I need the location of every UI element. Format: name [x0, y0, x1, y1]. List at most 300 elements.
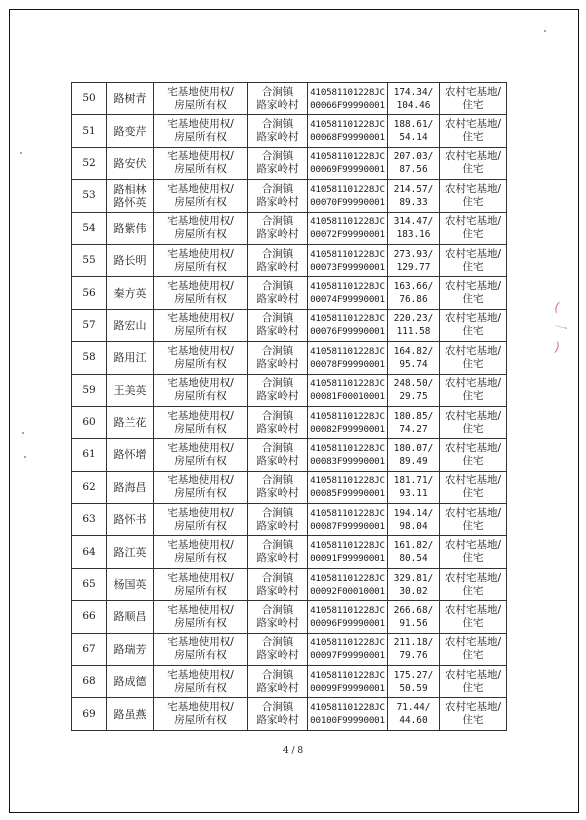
usage-line: 农村宅基地/ — [444, 85, 502, 98]
location-line: 路家岭村 — [256, 487, 299, 500]
owner-name-line: 路海昌 — [113, 480, 147, 494]
row-number-line: 59 — [82, 383, 96, 396]
right-type-line: 房屋所有权 — [174, 195, 227, 208]
row-number-cell — [72, 342, 107, 374]
owner-name-cell — [107, 698, 154, 730]
location-line: 路家岭村 — [256, 163, 299, 176]
unit-code-line: 410581101228JC — [310, 248, 385, 260]
owner-name-cell — [107, 309, 154, 341]
unit-code-line: 410581101228JC — [310, 637, 385, 649]
location-line: 合涧镇 — [261, 409, 294, 422]
unit-code-line: 410581101228JC — [310, 345, 385, 357]
area-line: 248.50/ — [393, 378, 434, 390]
right-type-line: 房屋所有权 — [174, 390, 227, 403]
usage-cell — [440, 374, 507, 406]
usage-line: 住宅 — [462, 649, 484, 662]
unit-code-line: 00074F99990001 — [310, 294, 385, 306]
unit-code-line: 410581101228JC — [310, 669, 385, 681]
unit-code-cell — [308, 471, 388, 503]
usage-line: 住宅 — [462, 195, 484, 208]
area-line: 207.03/ — [393, 151, 434, 163]
right-type-line: 房屋所有权 — [174, 616, 227, 629]
usage-line: 住宅 — [462, 293, 484, 306]
owner-name-line: 路兰花 — [113, 416, 147, 430]
area-line: 89.33 — [399, 196, 428, 208]
unit-code-cell — [308, 277, 388, 309]
area-line: 98.04 — [399, 520, 428, 532]
right-type-line: 宅基地使用权/ — [167, 603, 234, 616]
location-cell — [248, 568, 308, 600]
unit-code-cell — [308, 147, 388, 179]
scan-speck — [544, 30, 546, 32]
unit-code-line: 410581101228JC — [310, 378, 385, 390]
location-line: 路家岭村 — [256, 357, 299, 370]
row-number-cell — [72, 439, 107, 471]
location-cell — [248, 406, 308, 438]
right-type-cell — [154, 536, 248, 568]
right-type-cell — [154, 406, 248, 438]
red-stamp-mark: ( 一 ) — [552, 299, 569, 356]
area-cell — [388, 180, 440, 212]
location-line: 合涧镇 — [261, 571, 294, 584]
area-line: 30.02 — [399, 585, 428, 597]
owner-name-line: 路紫伟 — [113, 221, 147, 235]
area-line: 220.23/ — [393, 313, 434, 325]
owner-name-cell — [107, 471, 154, 503]
right-type-cell — [154, 601, 248, 633]
area-line: 71.44/ — [396, 702, 431, 714]
usage-line: 住宅 — [462, 519, 484, 532]
owner-name-line: 路树青 — [113, 92, 147, 106]
unit-code-cell — [308, 406, 388, 438]
unit-code-cell — [308, 439, 388, 471]
usage-line: 住宅 — [462, 325, 484, 338]
area-line: 183.16 — [396, 229, 431, 241]
unit-code-cell — [308, 568, 388, 600]
table-row — [72, 666, 507, 698]
owner-name-line: 路成德 — [113, 675, 147, 689]
owner-name-line: 路宏山 — [113, 318, 147, 332]
owner-name-line: 路瑞芳 — [113, 642, 147, 656]
usage-line: 住宅 — [462, 131, 484, 144]
right-type-line: 房屋所有权 — [174, 260, 227, 273]
unit-code-line: 00087F99990001 — [310, 520, 385, 532]
location-line: 合涧镇 — [261, 474, 294, 487]
right-type-cell — [154, 309, 248, 341]
usage-line: 住宅 — [462, 454, 484, 467]
area-line: 211.18/ — [393, 637, 434, 649]
unit-code-cell — [308, 504, 388, 536]
unit-code-line: 00092F00010001 — [310, 585, 385, 597]
usage-cell — [440, 244, 507, 276]
owner-name-line: 路怀书 — [113, 513, 147, 527]
row-number-line: 60 — [82, 416, 96, 429]
owner-name-line: 路安伏 — [113, 156, 147, 170]
unit-code-line: 410581101228JC — [310, 86, 385, 98]
usage-cell — [440, 439, 507, 471]
row-number-cell — [72, 601, 107, 633]
scan-speck — [20, 152, 22, 154]
row-number-line: 67 — [82, 642, 96, 655]
location-cell — [248, 536, 308, 568]
usage-line: 住宅 — [462, 163, 484, 176]
row-number-cell — [72, 633, 107, 665]
unit-code-line: 00072F99990001 — [310, 229, 385, 241]
right-type-cell — [154, 244, 248, 276]
area-cell — [388, 374, 440, 406]
row-number-cell — [72, 406, 107, 438]
owner-name-line: 路虽燕 — [113, 707, 147, 721]
area-line: 44.60 — [399, 715, 428, 727]
unit-code-cell — [308, 212, 388, 244]
owner-name-cell — [107, 180, 154, 212]
usage-cell — [440, 83, 507, 115]
area-line: 174.34/ — [393, 86, 434, 98]
area-line: 161.82/ — [393, 540, 434, 552]
location-cell — [248, 439, 308, 471]
right-type-line: 宅基地使用权/ — [167, 182, 234, 195]
usage-line: 住宅 — [462, 422, 484, 435]
scan-speck — [24, 456, 26, 458]
unit-code-cell — [308, 180, 388, 212]
area-line: 93.11 — [399, 488, 428, 500]
row-number-line: 57 — [82, 318, 96, 331]
area-cell — [388, 309, 440, 341]
usage-cell — [440, 212, 507, 244]
location-line: 合涧镇 — [261, 182, 294, 195]
area-cell — [388, 471, 440, 503]
right-type-line: 房屋所有权 — [174, 163, 227, 176]
usage-cell — [440, 115, 507, 147]
row-number-cell — [72, 180, 107, 212]
location-line: 合涧镇 — [261, 668, 294, 681]
right-type-line: 宅基地使用权/ — [167, 118, 234, 131]
row-number-cell — [72, 83, 107, 115]
right-type-line: 宅基地使用权/ — [167, 474, 234, 487]
table-row — [72, 180, 507, 212]
unit-code-line: 00081F00010001 — [310, 391, 385, 403]
row-number-cell — [72, 374, 107, 406]
location-cell — [248, 115, 308, 147]
owner-name-cell — [107, 374, 154, 406]
area-line: 79.76 — [399, 650, 428, 662]
usage-cell — [440, 471, 507, 503]
area-line: 80.54 — [399, 553, 428, 565]
unit-code-line: 00073F99990001 — [310, 261, 385, 273]
unit-code-line: 410581101228JC — [310, 183, 385, 195]
usage-line: 农村宅基地/ — [444, 312, 502, 325]
owner-name-cell — [107, 115, 154, 147]
owner-name-line: 路长明 — [113, 254, 147, 268]
table-row — [72, 83, 507, 115]
location-line: 路家岭村 — [256, 325, 299, 338]
area-cell — [388, 439, 440, 471]
right-type-line: 宅基地使用权/ — [167, 85, 234, 98]
area-line: 54.14 — [399, 132, 428, 144]
area-cell — [388, 212, 440, 244]
usage-line: 农村宅基地/ — [444, 571, 502, 584]
registration-table — [71, 82, 507, 731]
right-type-line: 宅基地使用权/ — [167, 701, 234, 714]
unit-code-line: 00091F99990001 — [310, 553, 385, 565]
table-row — [72, 277, 507, 309]
usage-line: 农村宅基地/ — [444, 636, 502, 649]
unit-code-cell — [308, 83, 388, 115]
right-type-line: 宅基地使用权/ — [167, 636, 234, 649]
usage-cell — [440, 698, 507, 730]
row-number-line: 63 — [82, 513, 96, 526]
right-type-line: 房屋所有权 — [174, 293, 227, 306]
table-row — [72, 633, 507, 665]
right-type-line: 宅基地使用权/ — [167, 215, 234, 228]
right-type-line: 房屋所有权 — [174, 454, 227, 467]
area-line: 163.66/ — [393, 281, 434, 293]
right-type-line: 宅基地使用权/ — [167, 377, 234, 390]
location-line: 路家岭村 — [256, 98, 299, 111]
right-type-cell — [154, 277, 248, 309]
owner-name-cell — [107, 601, 154, 633]
unit-code-cell — [308, 536, 388, 568]
unit-code-line: 410581101228JC — [310, 572, 385, 584]
area-line: 181.71/ — [393, 475, 434, 487]
right-type-cell — [154, 698, 248, 730]
unit-code-cell — [308, 115, 388, 147]
area-cell — [388, 83, 440, 115]
area-line: 29.75 — [399, 391, 428, 403]
location-cell — [248, 342, 308, 374]
area-line: 50.59 — [399, 682, 428, 694]
area-cell — [388, 666, 440, 698]
table-row — [72, 504, 507, 536]
table-row — [72, 439, 507, 471]
location-line: 路家岭村 — [256, 454, 299, 467]
unit-code-line: 410581101228JC — [310, 442, 385, 454]
area-line: 175.27/ — [393, 669, 434, 681]
unit-code-line: 410581101228JC — [310, 540, 385, 552]
unit-code-line: 00066F99990001 — [310, 99, 385, 111]
unit-code-line: 410581101228JC — [310, 702, 385, 714]
owner-name-line: 路怀增 — [113, 448, 147, 462]
location-line: 路家岭村 — [256, 228, 299, 241]
right-type-cell — [154, 83, 248, 115]
right-type-line: 房屋所有权 — [174, 552, 227, 565]
location-line: 合涧镇 — [261, 215, 294, 228]
right-type-line: 房屋所有权 — [174, 487, 227, 500]
location-line: 合涧镇 — [261, 85, 294, 98]
unit-code-line: 00082F99990001 — [310, 423, 385, 435]
right-type-cell — [154, 115, 248, 147]
area-cell — [388, 115, 440, 147]
row-number-line: 64 — [82, 545, 96, 558]
row-number-line: 50 — [82, 92, 96, 105]
location-cell — [248, 504, 308, 536]
owner-name-line: 路江英 — [113, 545, 147, 559]
row-number-cell — [72, 536, 107, 568]
usage-line: 农村宅基地/ — [444, 701, 502, 714]
right-type-line: 宅基地使用权/ — [167, 539, 234, 552]
area-cell — [388, 277, 440, 309]
unit-code-cell — [308, 309, 388, 341]
area-line: 214.57/ — [393, 183, 434, 195]
owner-name-cell — [107, 536, 154, 568]
unit-code-line: 00068F99990001 — [310, 132, 385, 144]
right-type-line: 房屋所有权 — [174, 584, 227, 597]
area-line: 194.14/ — [393, 507, 434, 519]
unit-code-line: 410581101228JC — [310, 119, 385, 131]
usage-line: 农村宅基地/ — [444, 539, 502, 552]
usage-line: 农村宅基地/ — [444, 118, 502, 131]
location-cell — [248, 244, 308, 276]
right-type-cell — [154, 439, 248, 471]
page-number: 4 / 8 — [282, 746, 304, 756]
location-cell — [248, 666, 308, 698]
unit-code-line: 410581101228JC — [310, 507, 385, 519]
unit-code-line: 00096F99990001 — [310, 617, 385, 629]
row-number-cell — [72, 147, 107, 179]
location-cell — [248, 83, 308, 115]
owner-name-line: 路变芹 — [113, 124, 147, 138]
right-type-line: 宅基地使用权/ — [167, 409, 234, 422]
owner-name-line: 路顺昌 — [113, 610, 147, 624]
usage-cell — [440, 568, 507, 600]
right-type-cell — [154, 666, 248, 698]
right-type-cell — [154, 471, 248, 503]
owner-name-cell — [107, 568, 154, 600]
usage-line: 农村宅基地/ — [444, 215, 502, 228]
location-line: 合涧镇 — [261, 701, 294, 714]
usage-line: 住宅 — [462, 98, 484, 111]
area-line: 273.93/ — [393, 248, 434, 260]
owner-name-cell — [107, 633, 154, 665]
owner-name-cell — [107, 666, 154, 698]
row-number-cell — [72, 504, 107, 536]
owner-name-cell — [107, 244, 154, 276]
area-line: 111.58 — [396, 326, 431, 338]
location-line: 合涧镇 — [261, 603, 294, 616]
unit-code-line: 00100F99990001 — [310, 715, 385, 727]
unit-code-line: 410581101228JC — [310, 216, 385, 228]
location-line: 路家岭村 — [256, 681, 299, 694]
row-number-line: 61 — [82, 448, 96, 461]
area-line: 188.61/ — [393, 119, 434, 131]
location-cell — [248, 698, 308, 730]
right-type-line: 宅基地使用权/ — [167, 668, 234, 681]
location-line: 合涧镇 — [261, 344, 294, 357]
usage-line: 农村宅基地/ — [444, 150, 502, 163]
unit-code-line: 00085F99990001 — [310, 488, 385, 500]
right-type-line: 宅基地使用权/ — [167, 150, 234, 163]
usage-line: 住宅 — [462, 228, 484, 241]
row-number-line: 68 — [82, 675, 96, 688]
location-line: 合涧镇 — [261, 441, 294, 454]
right-type-line: 宅基地使用权/ — [167, 312, 234, 325]
row-number-cell — [72, 309, 107, 341]
usage-cell — [440, 666, 507, 698]
right-type-line: 房屋所有权 — [174, 98, 227, 111]
usage-cell — [440, 147, 507, 179]
unit-code-cell — [308, 698, 388, 730]
right-type-line: 宅基地使用权/ — [167, 506, 234, 519]
owner-name-cell — [107, 277, 154, 309]
area-cell — [388, 406, 440, 438]
right-type-line: 房屋所有权 — [174, 681, 227, 694]
area-line: 266.68/ — [393, 604, 434, 616]
owner-name-line: 路相林 — [113, 182, 147, 196]
unit-code-line: 00083F99990001 — [310, 455, 385, 467]
row-number-line: 51 — [82, 124, 96, 137]
location-line: 合涧镇 — [261, 539, 294, 552]
unit-code-cell — [308, 342, 388, 374]
row-number-line: 53 — [82, 189, 96, 202]
unit-code-cell — [308, 666, 388, 698]
location-cell — [248, 309, 308, 341]
right-type-line: 房屋所有权 — [174, 649, 227, 662]
usage-line: 住宅 — [462, 487, 484, 500]
usage-line: 住宅 — [462, 357, 484, 370]
usage-line: 住宅 — [462, 616, 484, 629]
table-row — [72, 244, 507, 276]
table-row — [72, 342, 507, 374]
table-row — [72, 698, 507, 730]
row-number-cell — [72, 244, 107, 276]
location-cell — [248, 147, 308, 179]
right-type-cell — [154, 212, 248, 244]
area-line: 95.74 — [399, 358, 428, 370]
table-row — [72, 601, 507, 633]
usage-line: 农村宅基地/ — [444, 344, 502, 357]
row-number-line: 54 — [82, 221, 96, 234]
owner-name-line: 王美英 — [113, 383, 147, 397]
location-cell — [248, 633, 308, 665]
location-cell — [248, 471, 308, 503]
row-number-line: 69 — [82, 707, 96, 720]
unit-code-line: 410581101228JC — [310, 475, 385, 487]
location-line: 路家岭村 — [256, 422, 299, 435]
usage-cell — [440, 633, 507, 665]
right-type-cell — [154, 342, 248, 374]
table-row — [72, 309, 507, 341]
location-line: 路家岭村 — [256, 293, 299, 306]
unit-code-line: 00069F99990001 — [310, 164, 385, 176]
area-line: 76.86 — [399, 294, 428, 306]
row-number-cell — [72, 212, 107, 244]
table-row — [72, 536, 507, 568]
usage-line: 农村宅基地/ — [444, 506, 502, 519]
right-type-line: 房屋所有权 — [174, 519, 227, 532]
location-line: 路家岭村 — [256, 195, 299, 208]
right-type-cell — [154, 147, 248, 179]
location-cell — [248, 277, 308, 309]
right-type-line: 宅基地使用权/ — [167, 441, 234, 454]
unit-code-line: 410581101228JC — [310, 313, 385, 325]
location-line: 合涧镇 — [261, 118, 294, 131]
table-row — [72, 471, 507, 503]
area-cell — [388, 698, 440, 730]
location-line: 路家岭村 — [256, 552, 299, 565]
location-line: 合涧镇 — [261, 312, 294, 325]
area-line: 87.56 — [399, 164, 428, 176]
area-line: 314.47/ — [393, 216, 434, 228]
row-number-line: 55 — [82, 254, 96, 267]
unit-code-line: 00099F99990001 — [310, 682, 385, 694]
location-line: 路家岭村 — [256, 584, 299, 597]
unit-code-cell — [308, 374, 388, 406]
usage-cell — [440, 342, 507, 374]
table-row — [72, 147, 507, 179]
usage-cell — [440, 504, 507, 536]
area-line: 164.82/ — [393, 345, 434, 357]
unit-code-line: 00076F99990001 — [310, 326, 385, 338]
